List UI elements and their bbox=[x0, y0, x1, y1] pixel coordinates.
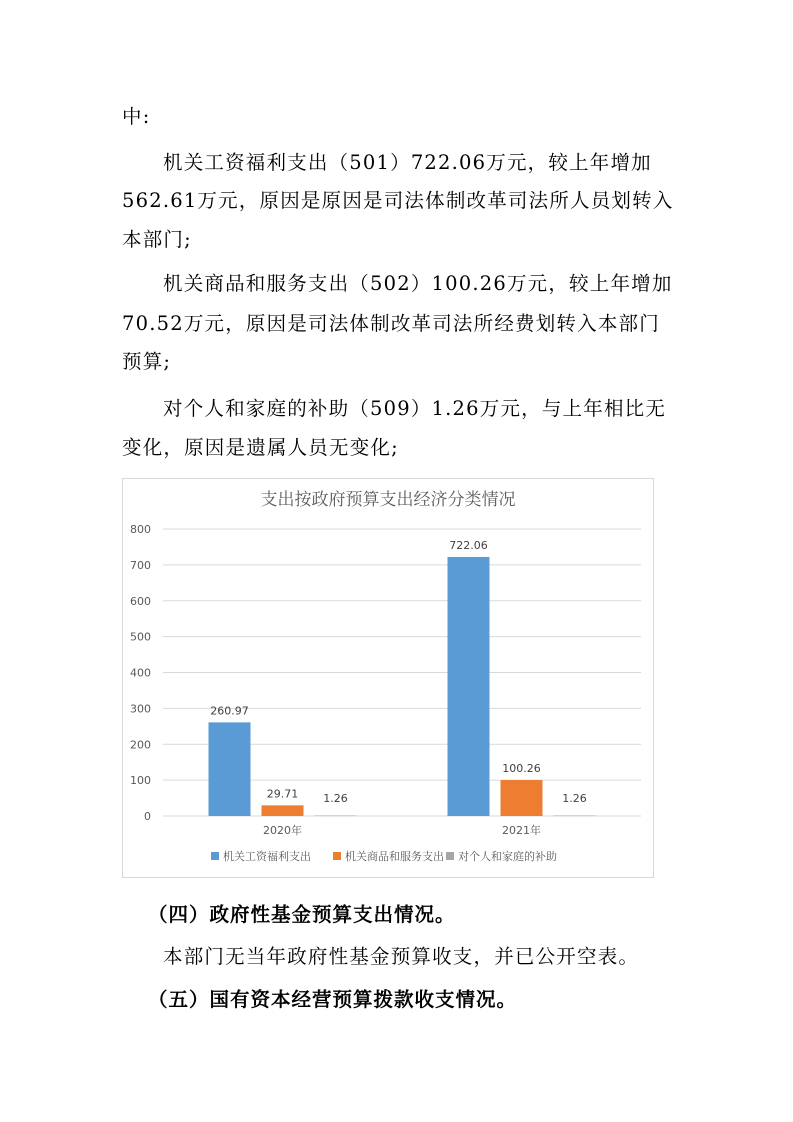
text-line-2: 机关工资福利支出（501）722.06万元，较上年增加 bbox=[163, 151, 652, 174]
data-label-3-1: 1.26 bbox=[323, 792, 348, 805]
x-tick-label-2: 2021年 bbox=[502, 824, 541, 837]
chart-container bbox=[122, 478, 654, 878]
section-heading-5: （五）国有资本经营预算拨款收支情况。 bbox=[148, 988, 518, 1011]
text-line-7: 预算; bbox=[122, 350, 172, 373]
y-tick-label-0: 0 bbox=[144, 810, 151, 823]
y-tick-label-6: 600 bbox=[130, 594, 151, 608]
data-label-1-2: 722.06 bbox=[449, 538, 488, 552]
x-tick-label-1: 2020年 bbox=[263, 824, 302, 837]
data-label-1-1: 260.97 bbox=[210, 704, 249, 718]
legend-swatch-2 bbox=[333, 852, 341, 860]
text-line-3: 562.61万元，原因是原因是司法体制改革司法所人员划转入 bbox=[122, 189, 674, 212]
y-tick-label-5: 500 bbox=[130, 630, 151, 644]
legend-label-1: 机关工资福利支出 bbox=[223, 850, 311, 863]
bar-chart bbox=[123, 479, 653, 877]
data-label-2-2: 100.26 bbox=[502, 762, 541, 776]
data-label-3-2: 1.26 bbox=[562, 792, 587, 805]
section-paragraph-4: 本部门无当年政府性基金预算收支，并已公开空表。 bbox=[163, 945, 640, 968]
y-tick-label-8: 800 bbox=[130, 523, 151, 536]
y-tick-label-4: 400 bbox=[130, 666, 151, 680]
legend-label-3: 对个人和家庭的补助 bbox=[458, 850, 557, 863]
bar-3-1 bbox=[315, 816, 357, 817]
y-tick-label-7: 700 bbox=[130, 558, 151, 572]
bar-1-2 bbox=[448, 557, 490, 816]
bar-2-1 bbox=[262, 805, 304, 816]
bar-2-2 bbox=[501, 780, 543, 816]
text-line-8: 对个人和家庭的补助（509）1.26万元，与上年相比无 bbox=[163, 397, 667, 420]
chart-title: 支出按政府预算支出经济分类情况 bbox=[260, 490, 516, 510]
text-line-5: 机关商品和服务支出（502）100.26万元，较上年增加 bbox=[163, 272, 673, 295]
legend-swatch-1 bbox=[211, 852, 219, 860]
bar-1-1 bbox=[209, 722, 251, 816]
text-line-6: 70.52万元，原因是司法体制改革司法所经费划转入本部门 bbox=[122, 312, 660, 335]
y-tick-label-1: 100 bbox=[130, 774, 151, 788]
section-heading-4: （四）政府性基金预算支出情况。 bbox=[148, 903, 456, 926]
text-line-4: 本部门; bbox=[122, 228, 192, 251]
y-tick-label-2: 200 bbox=[130, 738, 151, 752]
text-line-1: 中: bbox=[122, 105, 151, 128]
text-line-9: 变化，原因是遗属人员无变化; bbox=[122, 436, 399, 459]
legend-label-2: 机关商品和服务支出 bbox=[345, 850, 444, 863]
legend-swatch-3 bbox=[446, 852, 454, 860]
y-tick-label-3: 300 bbox=[130, 702, 151, 716]
data-label-2-1: 29.71 bbox=[266, 787, 299, 801]
bar-3-2 bbox=[554, 816, 596, 817]
